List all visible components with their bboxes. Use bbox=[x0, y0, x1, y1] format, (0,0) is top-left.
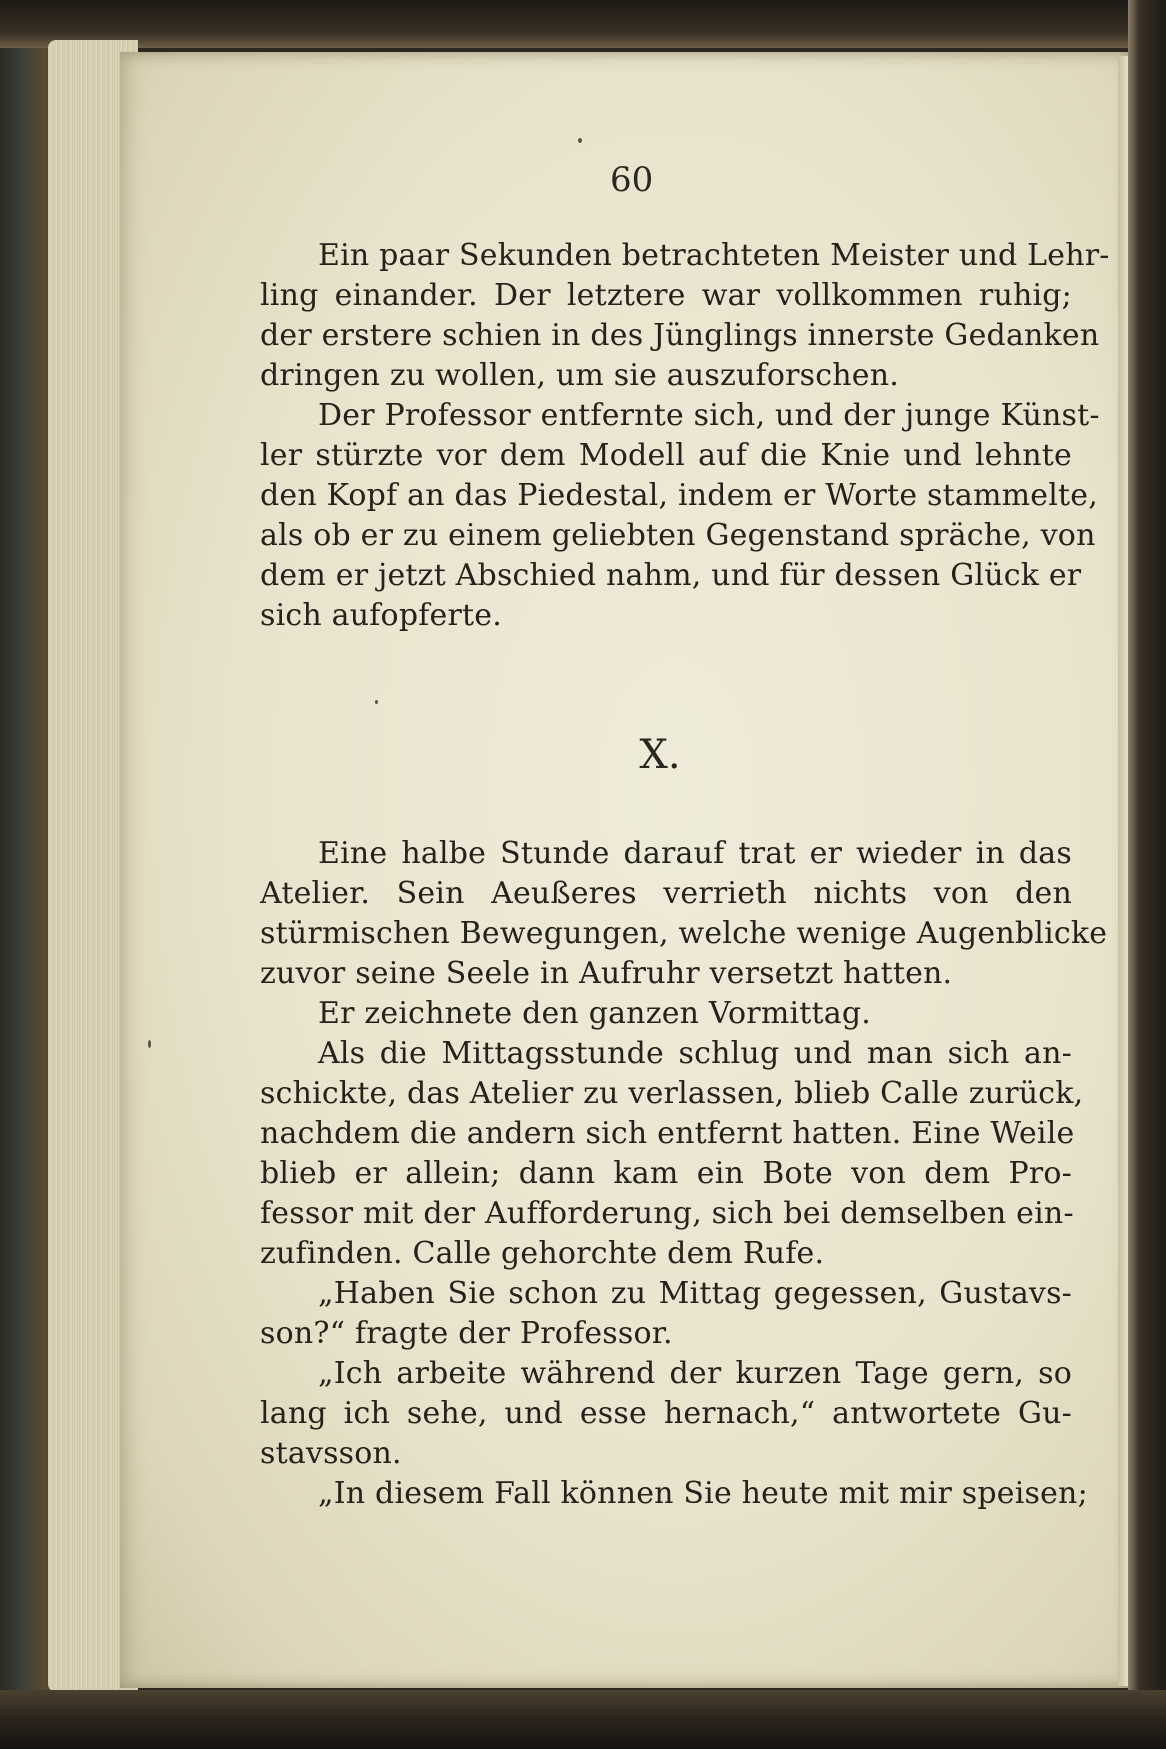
page-number: 60 bbox=[610, 160, 654, 200]
text-line: ler stürzte vor dem Modell auf die Knie und lehnte bbox=[260, 438, 1072, 473]
text-line: „In diesem Fall können Sie heute mit mir speisen; bbox=[318, 1476, 1088, 1511]
paper-speck bbox=[375, 700, 378, 704]
text-line: blieb er allein; dann kam ein Bote von dem Pro- bbox=[260, 1156, 1072, 1191]
text-line: dringen zu wollen, um sie auszuforschen. bbox=[260, 358, 899, 393]
book-cover-right bbox=[1128, 0, 1166, 1749]
text-line: stavsson. bbox=[260, 1436, 402, 1471]
text-line: zufinden. Calle gehorchte dem Rufe. bbox=[260, 1236, 825, 1271]
text-line: Der Professor entfernte sich, und der junge Künst- bbox=[318, 398, 1100, 433]
text-line: „Ich arbeite während der kurzen Tage gern, so bbox=[318, 1356, 1072, 1391]
text-line: schickte, das Atelier zu verlassen, blieb Calle zurück, bbox=[260, 1076, 1084, 1111]
book-cover-top bbox=[0, 0, 1166, 48]
paper-speck bbox=[578, 138, 582, 143]
text-line: der erstere schien in des Jünglings innerste Gedanken bbox=[260, 318, 1100, 353]
text-line: sich aufopferte. bbox=[260, 598, 502, 633]
chapter-heading: X. bbox=[639, 732, 681, 778]
text-line: ling einander. Der letztere war vollkommen ruhig; bbox=[260, 278, 1072, 313]
text-line: Atelier. Sein Aeußeres verrieth nichts von den bbox=[260, 876, 1072, 911]
text-line: lang ich sehe, und esse hernach,“ antwortete Gu- bbox=[260, 1396, 1072, 1431]
text-line: Er zeichnete den ganzen Vormittag. bbox=[318, 996, 872, 1031]
text-line: den Kopf an das Piedestal, indem er Worte stammelte, bbox=[260, 478, 1098, 513]
text-line: dem er jetzt Abschied nahm, und für dessen Glück er bbox=[260, 558, 1082, 593]
text-line: „Haben Sie schon zu Mittag gegessen, Gustavs- bbox=[318, 1276, 1072, 1311]
text-line: fessor mit der Aufforderung, sich bei demselben ein- bbox=[260, 1196, 1074, 1231]
text-line: stürmischen Bewegungen, welche wenige Augenblicke bbox=[260, 916, 1108, 951]
text-line: Ein paar Sekunden betrachteten Meister und Lehr- bbox=[318, 238, 1110, 273]
text-line: nachdem die andern sich entfernt hatten. Eine Weile bbox=[260, 1116, 1075, 1151]
text-line: Als die Mittagsstunde schlug und man sich an- bbox=[318, 1036, 1072, 1071]
paper-speck bbox=[148, 1040, 151, 1048]
text-line: als ob er zu einem geliebten Gegenstand spräche, von bbox=[260, 518, 1096, 553]
book-cover-bottom bbox=[0, 1690, 1166, 1749]
text-line: Eine halbe Stunde darauf trat er wieder in das bbox=[318, 836, 1072, 871]
text-line: son?“ fragte der Professor. bbox=[260, 1316, 673, 1351]
text-line: zuvor seine Seele in Aufruhr versetzt hatten. bbox=[260, 956, 953, 991]
